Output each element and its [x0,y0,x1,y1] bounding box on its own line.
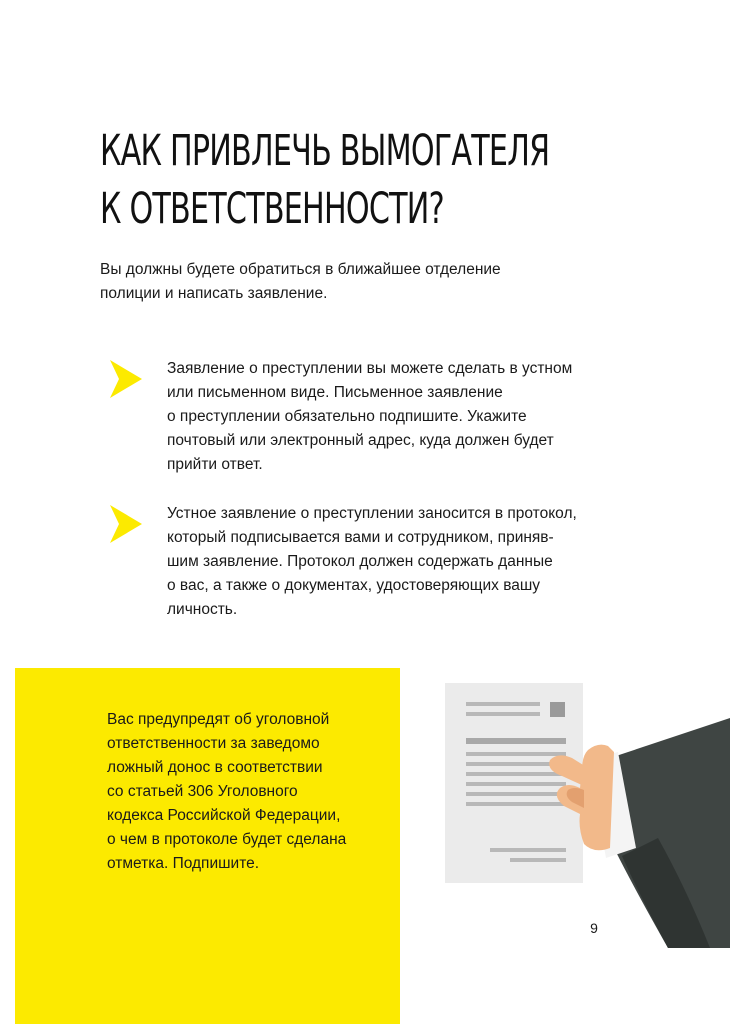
warning-callout-box [15,668,400,1024]
page-title-line-2: К ОТВЕТСТВЕННОСТИ? [100,184,444,234]
page-title [100,122,568,238]
bullet-line: о преступлении обязательно подпишите. Укажите [167,408,527,425]
hand-holding-document-icon [438,678,730,948]
intro-paragraph [100,258,540,306]
bullet-line: который подписывается вами и сотрудником, приняв- [167,529,554,546]
bullet-line: личность. [167,601,238,618]
intro-line-1: Вы должны будете обратиться в ближайшее отделение [100,261,501,278]
callout-line: со статьей 306 Уголовного [107,783,298,800]
callout-line: отметка. Подпишите. [107,855,260,872]
callout-line: ложный донос в соответствии [107,759,323,776]
bullet-line: прийти ответ. [167,456,263,473]
callout-line: о чем в протоколе будет сделана [107,831,347,848]
bullet-line: Заявление о преступлении вы можете сделать в устном [167,360,573,377]
bullet-line: почтовый или электронный адрес, куда должен будет [167,432,554,449]
bullet-line: Устное заявление о преступлении заносится в протокол, [167,505,577,522]
warning-callout-text [107,708,387,876]
page-title-line-1: КАК ПРИВЛЕЧЬ ВЫМОГАТЕЛЯ [100,126,550,176]
page-number: 9 [590,920,598,936]
chevron-right-icon [108,502,144,546]
callout-line: кодекса Российской Федерации, [107,807,341,824]
bullet-line: о вас, а также о документах, удостоверяющих вашу [167,577,541,594]
callout-line: Вас предупредят об уголовной [107,711,330,728]
chevron-right-icon [108,357,144,401]
bullet-text [167,502,607,622]
bullet-line: или письменном виде. Письменное заявление [167,384,503,401]
callout-line: ответственности за заведомо [107,735,320,752]
intro-line-2: полиции и написать заявление. [100,285,328,302]
bullet-line: шим заявление. Протокол должен содержать данные [167,553,553,570]
bullet-text [167,357,607,477]
